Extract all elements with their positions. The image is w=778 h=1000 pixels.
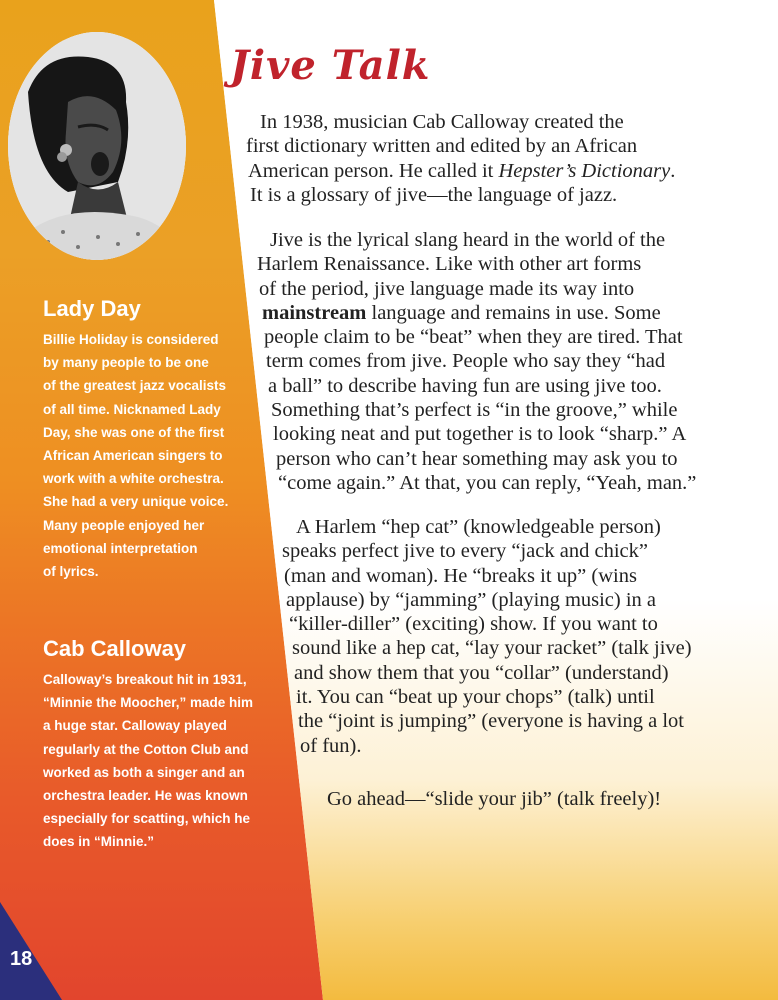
- text-line: Something that’s perfect is “in the groove,” while: [271, 399, 678, 422]
- sidebar-line: of the greatest jazz vocalists: [43, 378, 227, 394]
- sidebar-line: Billie Holiday is considered: [43, 332, 219, 347]
- text-line: A Harlem “hep cat” (knowledgeable person): [296, 516, 661, 538]
- page-title: Jive Talk: [230, 42, 431, 89]
- text-line: it. You can “beat up your chops” (talk) until: [296, 686, 655, 709]
- sidebar-line: emotional interpretation: [43, 540, 198, 556]
- text-line: first dictionary written and edited by an African: [246, 135, 638, 158]
- text-line: applause) by “jamming” (playing music) in a: [286, 588, 657, 611]
- sidebar-line: a huge star. Calloway played: [43, 718, 227, 734]
- sidebar-line: “Minnie the Moocher,” made him: [43, 695, 254, 711]
- sidebar-line: worked as both a singer and an: [43, 764, 245, 780]
- bold-term: mainstream: [262, 301, 367, 324]
- sidebar-line: She had a very unique voice.: [43, 494, 229, 510]
- sidebar-line: Calloway’s breakout hit in 1931,: [43, 672, 247, 687]
- text-line: sound like a hep cat, “lay your racket” (talk jive): [292, 637, 692, 660]
- text-line: a ball” to describe having fun are using jive too.: [268, 374, 662, 397]
- sidebar-line: African American singers to: [43, 448, 223, 464]
- text-line: of the period, jive language made its way into: [259, 277, 635, 300]
- sidebar-line: of all time. Nicknamed Lady: [43, 401, 221, 417]
- text-line: of fun).: [300, 734, 362, 757]
- text-line: “killer-diller” (exciting) show. If you want to: [289, 613, 658, 636]
- text-line: the “joint is jumping” (everyone is having a lot: [298, 710, 684, 733]
- text-segment: .: [670, 159, 676, 182]
- text-line: It is a glossary of jive—the language of jazz.: [250, 183, 618, 206]
- text-line: person who can’t hear something may ask you to: [276, 447, 678, 470]
- text-line: [0, 301, 778, 325]
- text-line: looking neat and put together is to look “sharp.” A: [273, 423, 687, 446]
- book-title: Hepster’s Dictionary: [498, 159, 671, 182]
- text-line: and show them that you “collar” (understand): [294, 661, 669, 684]
- paragraph-2: [0, 228, 778, 495]
- paragraph-1: [0, 110, 778, 207]
- sidebar-line: Many people enjoyed her: [43, 517, 205, 533]
- paragraph-4: [0, 787, 778, 811]
- sidebar-line: work with a white orchestra.: [43, 471, 224, 487]
- text-line: (man and woman). He “breaks it up” (wins: [284, 564, 637, 587]
- text-line: Jive is the lyrical slang heard in the world of the: [270, 229, 666, 251]
- text-line: speaks perfect jive to every “jack and chick”: [282, 540, 648, 563]
- lady-day-heading: Lady Day: [43, 296, 141, 321]
- page-number: 18: [10, 948, 33, 970]
- sidebar-line: especially for scatting, which he: [43, 811, 251, 827]
- cab-calloway-heading: Cab Calloway: [43, 636, 187, 661]
- text-line: [0, 159, 778, 183]
- text-segment: American person. He called it: [248, 159, 499, 182]
- text-line: “come again.” At that, you can reply, “Yeah, man.”: [278, 471, 697, 494]
- sidebar-line: does in “Minnie.”: [43, 834, 155, 850]
- sidebar-line: regularly at the Cotton Club and: [43, 741, 249, 757]
- text-line: Harlem Renaissance. Like with other art forms: [257, 253, 642, 276]
- text-segment: language and remains in use. Some: [366, 301, 661, 324]
- sidebar-line: Day, she was one of the first: [43, 424, 225, 440]
- text-line: Go ahead—“slide your jib” (talk freely)!: [327, 788, 662, 810]
- text-line: people claim to be “beat” when they are tired. That: [264, 326, 683, 349]
- text-line: In 1938, musician Cab Calloway created the: [260, 111, 624, 133]
- paragraph-3: [0, 515, 778, 758]
- sidebar-line: orchestra leader. He was known: [43, 788, 248, 804]
- sidebar-line: by many people to be one: [43, 355, 209, 371]
- sidebar-line: of lyrics.: [43, 564, 99, 580]
- text-line: term comes from jive. People who say they “had: [266, 350, 666, 373]
